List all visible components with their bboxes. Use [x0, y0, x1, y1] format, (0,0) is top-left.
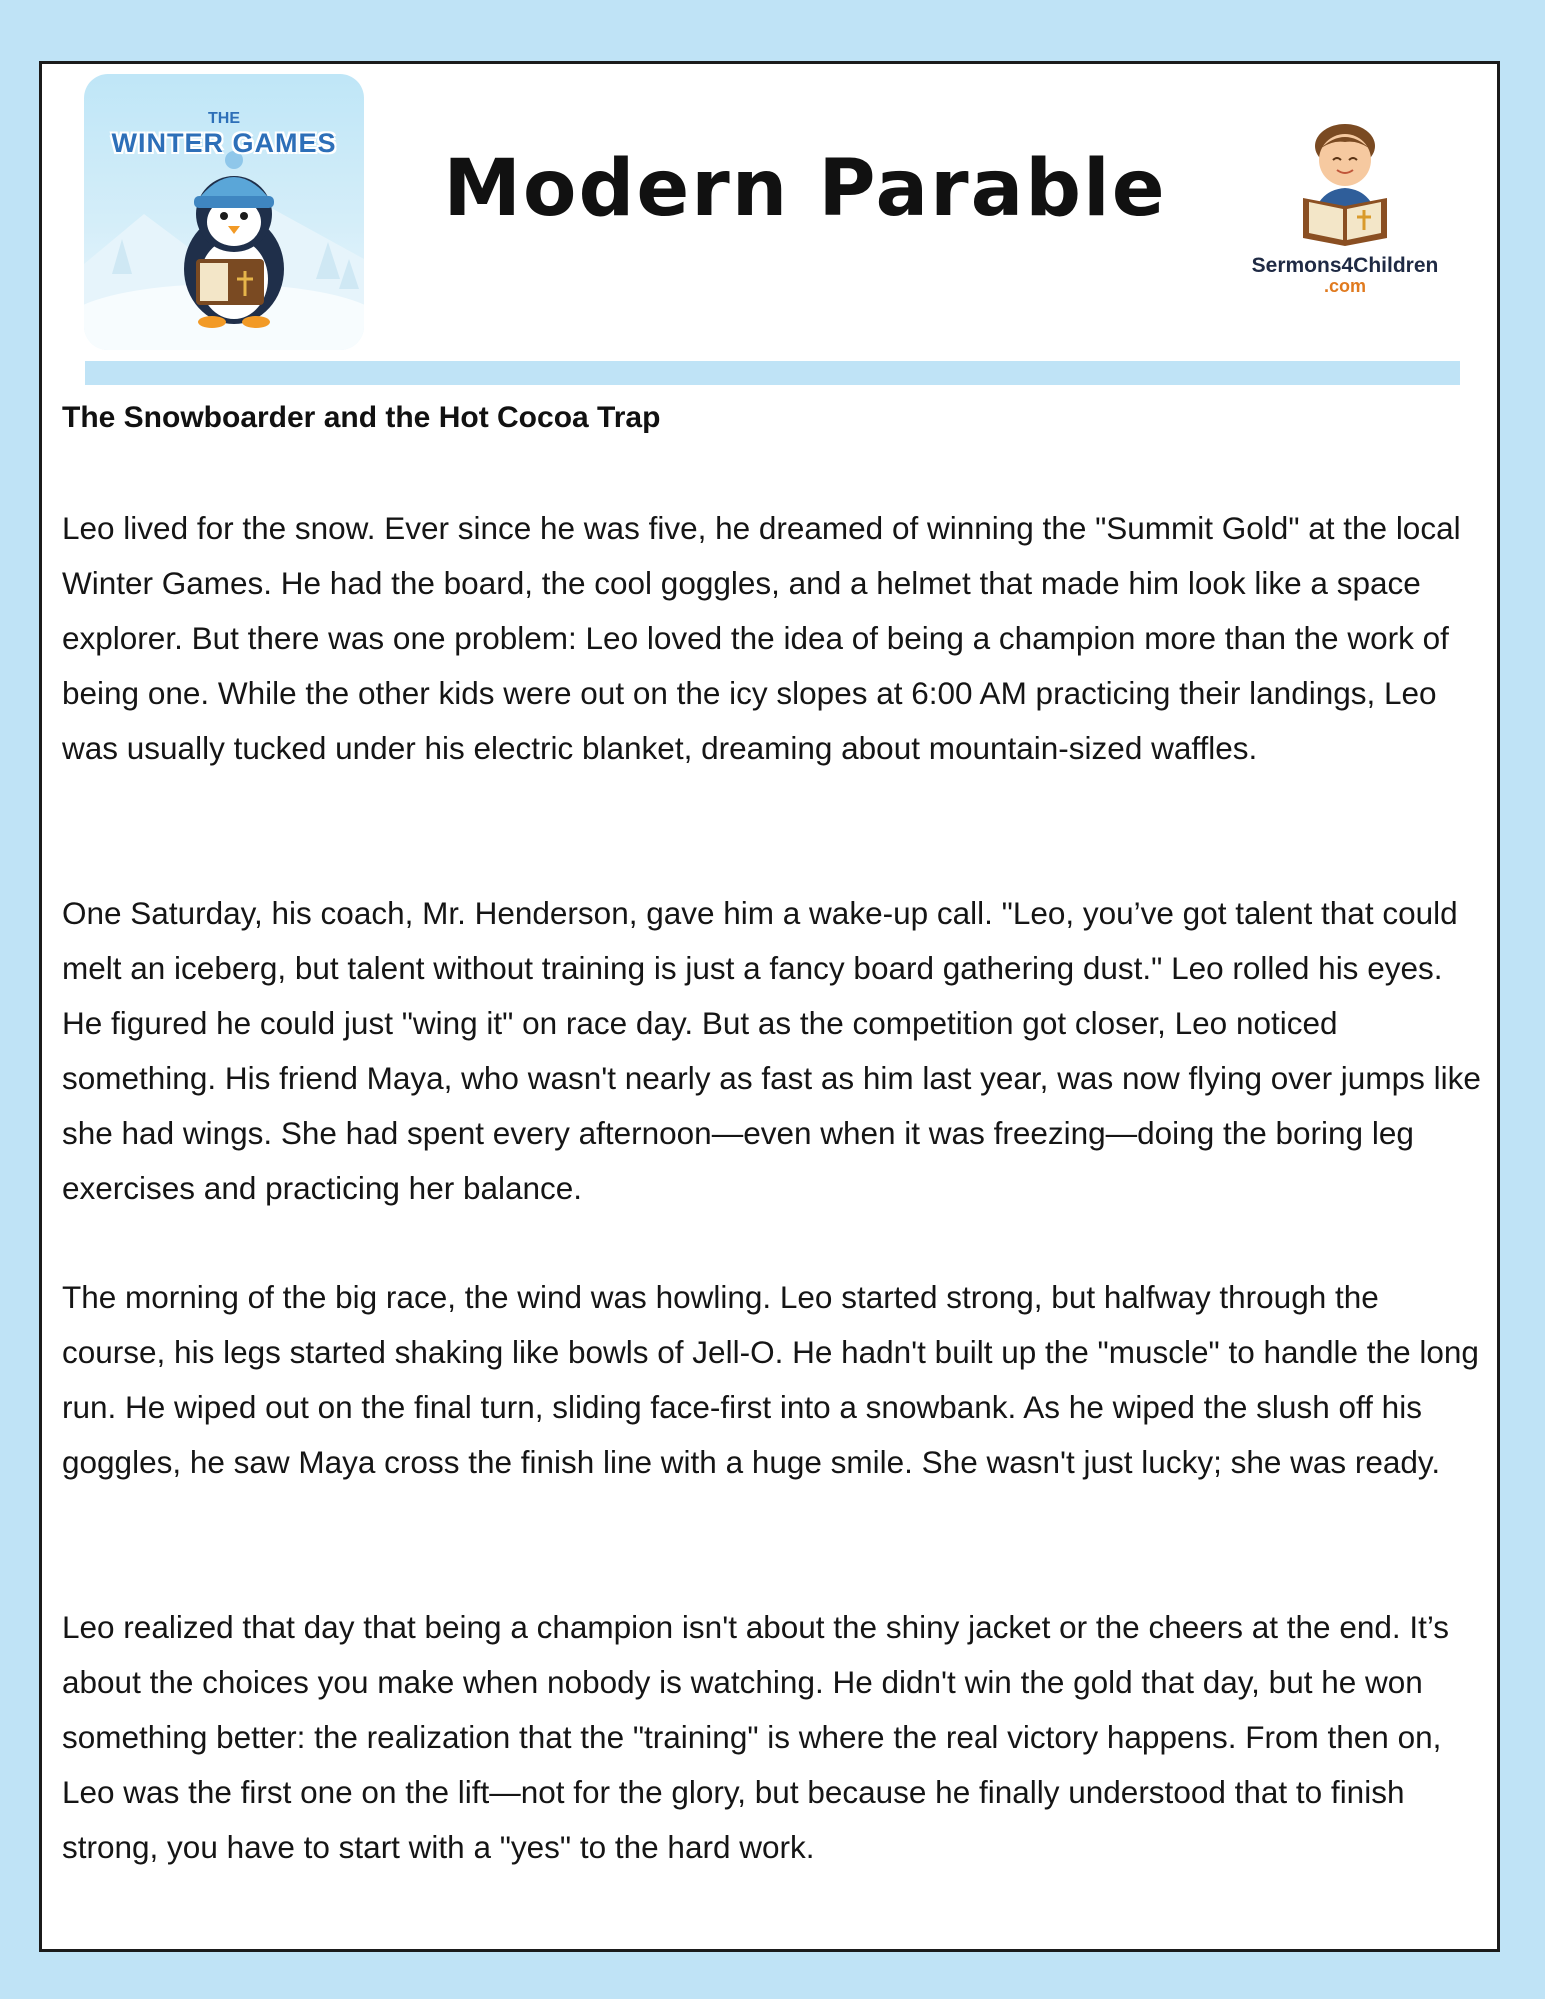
logo-small-text: THE: [208, 110, 240, 127]
brand-suffix: .com: [1323, 276, 1366, 296]
winter-games-logo: [84, 74, 364, 350]
story-paragraph-2: One Saturday, his coach, Mr. Henderson, gave him a wake-up call. "Leo, you’ve got talent that could melt an iceberg, but talent without training is just a fancy board gathering dust." Leo rolled his eyes. He figured he could just "wing it" on race day. But as the competition got closer, Leo noticed something. His friend Maya, who wasn't nearly as fast as him last year, was now flying over jumps like she had wings. She had spent every afternoon—even when it was freezing—doing the boring leg exercises and practicing her balance.: [62, 895, 1481, 1206]
brand-text: Sermons4Children: [1251, 254, 1439, 277]
child-reading-bible-icon: [1245, 118, 1445, 258]
story-paragraph-1: Leo lived for the snow. Ever since he was five, he dreamed of winning the "Summit Gold" at the local Winter Games. He had the board, the cool goggles, and a helmet that made him look like a space explorer. But there was one problem: Leo loved the idea of being a champion more than the work of being one. While the other kids were out on the icy slopes at 6:00 AM practicing their landings, Leo was usually tucked under his electric blanket, dreaming about mountain-sized waffles.: [62, 510, 1461, 766]
sermons4children-logo: [1245, 118, 1445, 308]
page-title: Modern Parable: [443, 144, 1167, 234]
story-paragraph-4: Leo realized that day that being a champion isn't about the shiny jacket or the cheers at the end. It’s about the choices you make when nobody is watching. He didn't win the gold that day, but he won something better: the realization that the "training" is where the real victory happens. From then on, Leo was the first one on the lift—not for the glory, but because he finally understood that to finish strong, you have to start with a "yes" to the hard work.: [62, 1609, 1450, 1865]
story-paragraph-3: The morning of the big race, the wind was howling. Leo started strong, but halfway through the course, his legs started shaking like bowls of Jell-O. He hadn't built up the "muscle" to handle the long run. He wiped out on the final turn, sliding face-first into a snowbank. As he wiped the slush off his goggles, he saw Maya cross the finish line with a huge smile. She wasn't just lucky; she was ready.: [62, 1279, 1479, 1480]
story-title: The Snowboarder and the Hot Cocoa Trap: [62, 401, 661, 434]
logo-main-text: WINTER GAMES: [111, 128, 337, 158]
header-divider: [85, 361, 1460, 385]
